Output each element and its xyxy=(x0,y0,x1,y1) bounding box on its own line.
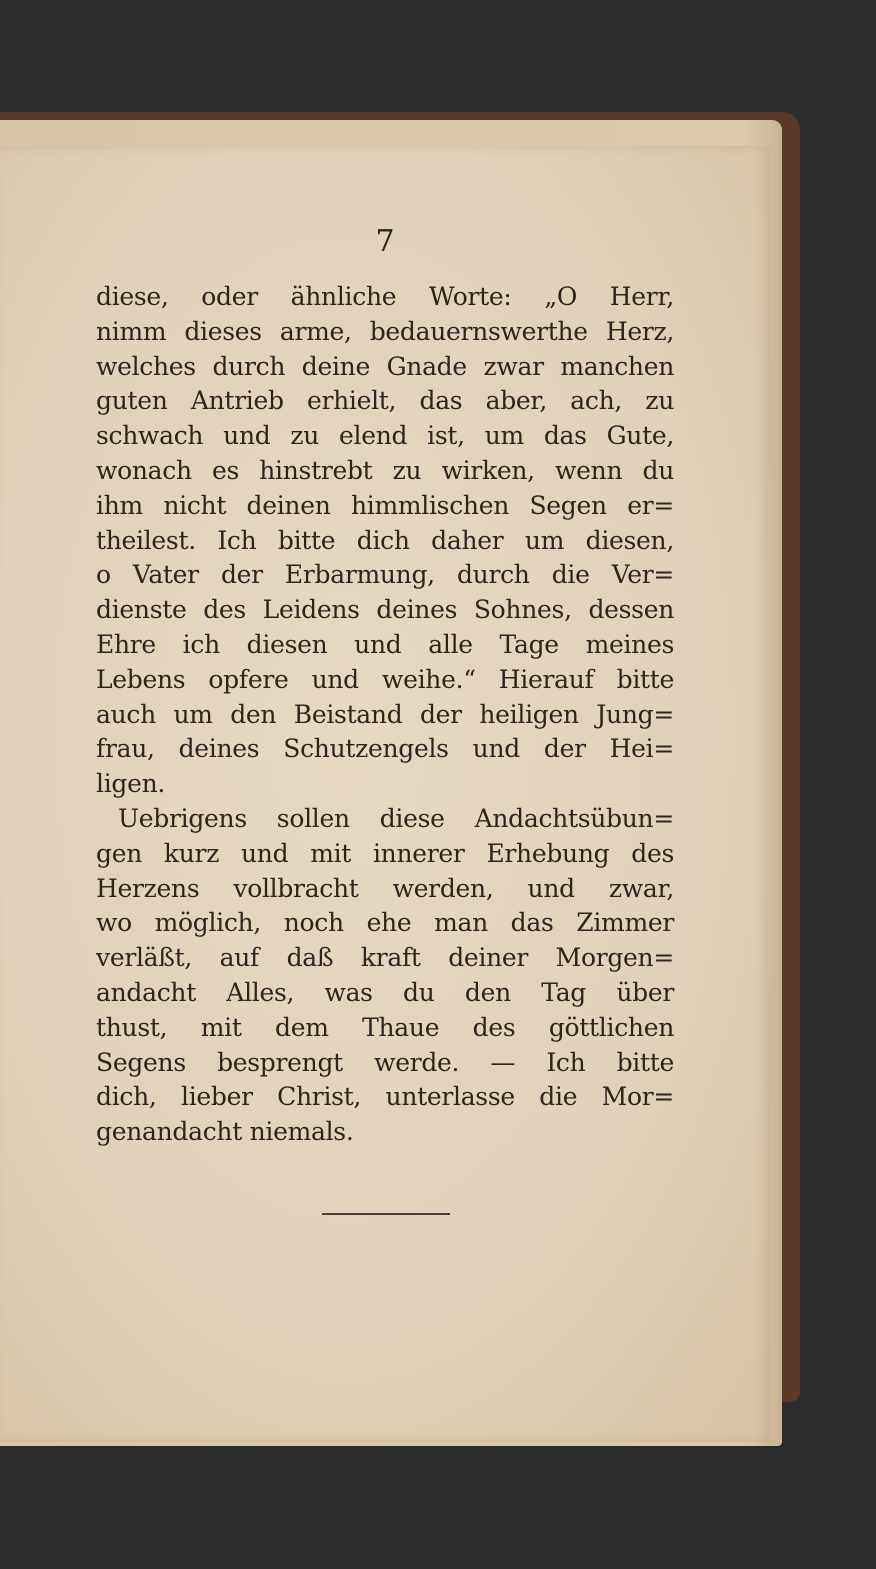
text-line: Herzens vollbracht werden, und zwar, xyxy=(96,873,674,903)
text-line: guten Antrieb erhielt, das aber, ach, zu xyxy=(96,386,674,416)
text-line: schwach und zu elend ist, um das Gute, xyxy=(96,421,674,451)
section-divider xyxy=(322,1213,450,1215)
text-line: Ehre ich diesen und alle Tage meines xyxy=(96,629,674,659)
text-line: dich, lieber Christ, unterlasse die Mor= xyxy=(96,1082,674,1112)
text-line: gen kurz und mit innerer Erhebung des xyxy=(96,838,674,868)
text-line: wo möglich, noch ehe man das Zimmer xyxy=(96,908,674,938)
text-line: nimm dieses arme, bedauernswerthe Herz, xyxy=(96,316,674,346)
body-text xyxy=(96,280,674,1150)
text-line: thust, mit dem Thaue des göttlichen xyxy=(96,1012,674,1042)
text-line: andacht Alles, was du den Tag über xyxy=(96,977,674,1007)
text-line: theilest. Ich bitte dich daher um diesen, xyxy=(96,525,674,555)
text-line: wonach es hinstrebt zu wirken, wenn du xyxy=(96,455,674,485)
text-line: o Vater der Erbarmung, durch die Ver= xyxy=(96,560,674,590)
text-line: ihm nicht deinen himmlischen Segen er= xyxy=(96,490,674,520)
text-line: auch um den Beistand der heiligen Jung= xyxy=(96,699,674,729)
text-line: frau, deines Schutzengels und der Hei= xyxy=(96,734,674,764)
text-line: Uebrigens sollen diese Andachtsübun= xyxy=(118,803,674,833)
text-line: Lebens opfere und weihe.“ Hierauf bitte xyxy=(96,664,674,694)
text-line: diese, oder ähnliche Worte: „O Herr, xyxy=(96,282,674,311)
text-line: welches durch deine Gnade zwar manchen xyxy=(96,351,674,381)
text-line: Segens besprengt werde. — Ich bitte xyxy=(96,1047,674,1077)
text-line: genandacht niemals. xyxy=(96,1117,354,1147)
page-number: 7 xyxy=(375,224,395,259)
text-line: dienste des Leidens deines Sohnes, dessen xyxy=(96,595,674,625)
text-line: ligen. xyxy=(96,769,166,799)
text-line: verläßt, auf daß kraft deiner Morgen= xyxy=(96,943,674,973)
